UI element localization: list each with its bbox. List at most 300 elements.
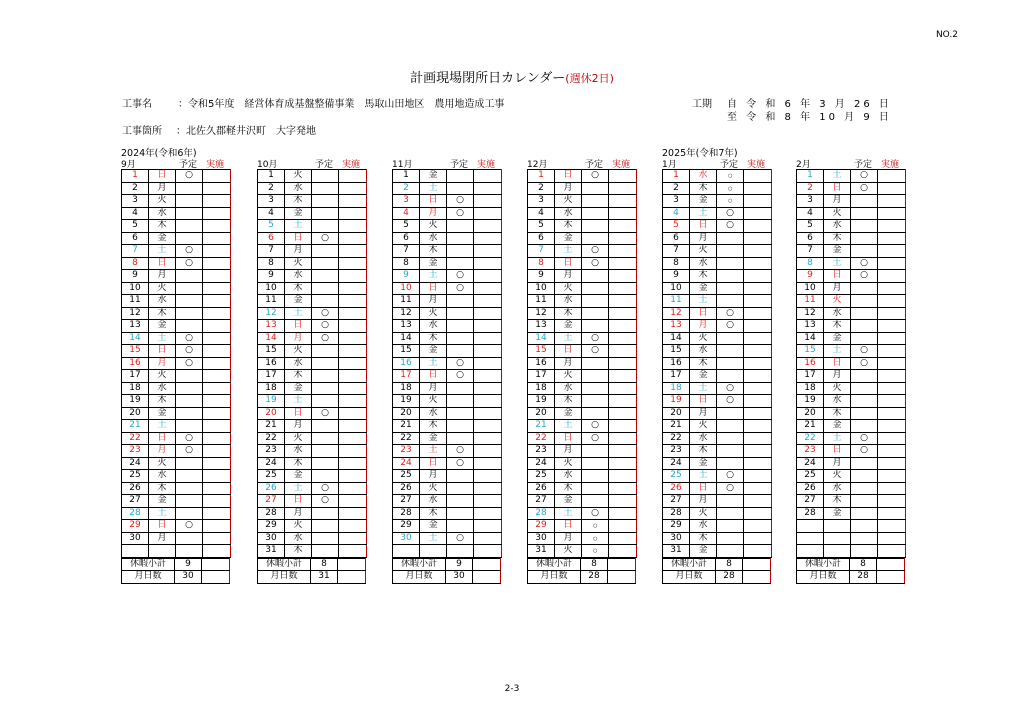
actual-closure-cell[interactable] [339,220,367,233]
planned-closure-cell[interactable]: ○ [717,307,744,320]
actual-closure-cell[interactable] [339,532,367,545]
actual-closure-cell[interactable] [878,445,906,458]
planned-closure-cell[interactable] [447,307,474,320]
planned-closure-cell[interactable] [851,420,878,433]
planned-closure-cell[interactable]: ○ [717,395,744,408]
actual-closure-cell[interactable] [744,270,772,283]
planned-closure-cell[interactable] [176,470,203,483]
planned-closure-cell[interactable] [582,270,609,283]
planned-closure-cell[interactable] [582,282,609,295]
summary-actual-cell[interactable] [608,558,636,571]
actual-closure-cell[interactable] [474,395,502,408]
planned-closure-cell[interactable] [312,295,339,308]
planned-closure-cell[interactable] [447,345,474,358]
planned-closure-cell[interactable]: ○ [447,370,474,383]
planned-closure-cell[interactable] [447,495,474,508]
actual-closure-cell[interactable] [609,482,637,495]
actual-closure-cell[interactable] [203,245,231,258]
planned-closure-cell[interactable] [582,520,609,533]
planned-closure-cell[interactable] [851,470,878,483]
actual-closure-cell[interactable] [744,382,772,395]
actual-closure-cell[interactable] [474,307,502,320]
planned-closure-cell[interactable]: ○ [447,282,474,295]
actual-closure-cell[interactable] [878,170,906,183]
actual-closure-cell[interactable] [474,220,502,233]
actual-closure-cell[interactable] [744,220,772,233]
planned-closure-cell[interactable] [312,170,339,183]
actual-closure-cell[interactable] [474,520,502,533]
actual-closure-cell[interactable] [339,457,367,470]
actual-closure-cell[interactable] [744,520,772,533]
planned-closure-cell[interactable] [447,470,474,483]
actual-closure-cell[interactable] [474,420,502,433]
actual-closure-cell[interactable] [744,395,772,408]
actual-closure-cell[interactable] [339,182,367,195]
planned-closure-cell[interactable] [582,320,609,333]
planned-closure-cell[interactable]: ○ [312,495,339,508]
actual-closure-cell[interactable] [339,407,367,420]
planned-closure-cell[interactable] [176,295,203,308]
actual-closure-cell[interactable] [203,445,231,458]
actual-closure-cell[interactable] [474,532,502,545]
planned-closure-cell[interactable] [312,357,339,370]
planned-closure-cell[interactable] [851,295,878,308]
actual-closure-cell[interactable] [878,382,906,395]
actual-closure-cell[interactable] [203,320,231,333]
actual-closure-cell[interactable] [474,545,502,558]
planned-closure-cell[interactable]: ○ [582,507,609,520]
planned-closure-cell[interactable] [851,207,878,220]
planned-closure-cell[interactable] [312,195,339,208]
actual-closure-cell[interactable] [609,470,637,483]
actual-closure-cell[interactable] [744,345,772,358]
actual-closure-cell[interactable] [339,332,367,345]
planned-closure-cell[interactable]: ○ [582,432,609,445]
planned-closure-cell[interactable]: ○ [312,407,339,420]
planned-closure-cell[interactable] [176,232,203,245]
summary-actual-cell[interactable] [338,571,366,584]
actual-closure-cell[interactable] [744,195,772,208]
planned-closure-cell[interactable] [447,407,474,420]
actual-closure-cell[interactable] [609,320,637,333]
planned-closure-cell[interactable] [312,445,339,458]
planned-closure-cell[interactable] [176,395,203,408]
planned-closure-cell[interactable] [582,370,609,383]
actual-closure-cell[interactable] [609,495,637,508]
actual-closure-cell[interactable] [744,245,772,258]
actual-closure-cell[interactable] [339,170,367,183]
actual-closure-cell[interactable] [203,357,231,370]
planned-closure-cell[interactable] [312,532,339,545]
planned-closure-cell[interactable]: ○ [447,270,474,283]
actual-closure-cell[interactable] [339,520,367,533]
planned-closure-cell[interactable]: ○ [312,232,339,245]
planned-closure-cell[interactable] [312,270,339,283]
planned-closure-cell[interactable]: ○ [717,320,744,333]
actual-closure-cell[interactable] [609,545,637,558]
planned-closure-cell[interactable] [447,295,474,308]
planned-closure-cell[interactable]: ○ [582,332,609,345]
actual-closure-cell[interactable] [203,232,231,245]
planned-closure-cell[interactable] [717,345,744,358]
actual-closure-cell[interactable] [878,407,906,420]
actual-closure-cell[interactable] [609,295,637,308]
actual-closure-cell[interactable] [339,245,367,258]
actual-closure-cell[interactable] [203,520,231,533]
planned-closure-cell[interactable]: ○ [851,182,878,195]
actual-closure-cell[interactable] [339,420,367,433]
actual-closure-cell[interactable] [878,245,906,258]
actual-closure-cell[interactable] [339,382,367,395]
planned-closure-cell[interactable] [312,395,339,408]
planned-closure-cell[interactable]: ○ [582,170,609,183]
actual-closure-cell[interactable] [474,245,502,258]
planned-closure-cell[interactable] [851,407,878,420]
planned-closure-cell[interactable] [312,207,339,220]
planned-closure-cell[interactable] [176,195,203,208]
actual-closure-cell[interactable] [474,445,502,458]
actual-closure-cell[interactable] [878,182,906,195]
actual-closure-cell[interactable] [744,470,772,483]
actual-closure-cell[interactable] [474,432,502,445]
planned-closure-cell[interactable]: ○ [851,445,878,458]
planned-closure-cell[interactable] [851,307,878,320]
planned-closure-cell[interactable] [582,182,609,195]
actual-closure-cell[interactable] [609,232,637,245]
actual-closure-cell[interactable] [744,545,772,558]
planned-closure-cell[interactable] [717,282,744,295]
planned-closure-cell[interactable] [447,170,474,183]
planned-closure-cell[interactable] [717,232,744,245]
planned-closure-cell[interactable] [717,532,744,545]
planned-closure-cell[interactable] [447,545,474,558]
actual-closure-cell[interactable] [878,370,906,383]
actual-closure-cell[interactable] [878,470,906,483]
actual-closure-cell[interactable] [744,495,772,508]
actual-closure-cell[interactable] [609,370,637,383]
planned-closure-cell[interactable]: ○ [717,207,744,220]
actual-closure-cell[interactable] [203,295,231,308]
actual-closure-cell[interactable] [339,545,367,558]
actual-closure-cell[interactable] [339,470,367,483]
actual-closure-cell[interactable] [609,445,637,458]
actual-closure-cell[interactable] [474,170,502,183]
planned-closure-cell[interactable] [582,382,609,395]
planned-closure-cell[interactable] [312,245,339,258]
actual-closure-cell[interactable] [609,207,637,220]
actual-closure-cell[interactable] [474,182,502,195]
planned-closure-cell[interactable] [312,420,339,433]
planned-closure-cell[interactable]: ○ [851,270,878,283]
planned-closure-cell[interactable] [582,357,609,370]
actual-closure-cell[interactable] [609,332,637,345]
actual-closure-cell[interactable] [878,282,906,295]
planned-closure-cell[interactable] [851,282,878,295]
summary-actual-cell[interactable] [473,571,501,584]
actual-closure-cell[interactable] [744,507,772,520]
actual-closure-cell[interactable] [474,495,502,508]
planned-closure-cell[interactable] [717,545,744,558]
planned-closure-cell[interactable]: ○ [582,257,609,270]
actual-closure-cell[interactable] [474,507,502,520]
actual-closure-cell[interactable] [474,195,502,208]
planned-closure-cell[interactable] [582,470,609,483]
planned-closure-cell[interactable] [447,420,474,433]
actual-closure-cell[interactable] [203,532,231,545]
actual-closure-cell[interactable] [339,370,367,383]
actual-closure-cell[interactable] [474,295,502,308]
planned-closure-cell[interactable] [447,220,474,233]
actual-closure-cell[interactable] [339,207,367,220]
actual-closure-cell[interactable] [203,545,231,558]
actual-closure-cell[interactable] [878,295,906,308]
planned-closure-cell[interactable]: ○ [176,445,203,458]
actual-closure-cell[interactable] [203,407,231,420]
actual-closure-cell[interactable] [339,232,367,245]
planned-closure-cell[interactable] [582,407,609,420]
actual-closure-cell[interactable] [609,457,637,470]
planned-closure-cell[interactable] [851,457,878,470]
actual-closure-cell[interactable] [339,195,367,208]
planned-closure-cell[interactable] [447,382,474,395]
planned-closure-cell[interactable]: ○ [582,345,609,358]
planned-closure-cell[interactable]: ○ [851,357,878,370]
actual-closure-cell[interactable] [203,495,231,508]
planned-closure-cell[interactable] [176,220,203,233]
actual-closure-cell[interactable] [744,170,772,183]
planned-closure-cell[interactable] [176,182,203,195]
actual-closure-cell[interactable] [878,545,906,558]
planned-closure-cell[interactable] [582,195,609,208]
planned-closure-cell[interactable] [447,182,474,195]
actual-closure-cell[interactable] [609,195,637,208]
actual-closure-cell[interactable] [339,432,367,445]
actual-closure-cell[interactable] [474,345,502,358]
actual-closure-cell[interactable] [203,457,231,470]
planned-closure-cell[interactable]: ○ [176,332,203,345]
planned-closure-cell[interactable] [717,257,744,270]
actual-closure-cell[interactable] [474,407,502,420]
actual-closure-cell[interactable] [203,257,231,270]
actual-closure-cell[interactable] [474,457,502,470]
planned-closure-cell[interactable] [851,520,878,533]
actual-closure-cell[interactable] [203,470,231,483]
planned-closure-cell[interactable]: ○ [176,432,203,445]
planned-closure-cell[interactable] [717,270,744,283]
planned-closure-cell[interactable] [447,320,474,333]
actual-closure-cell[interactable] [203,382,231,395]
actual-closure-cell[interactable] [339,495,367,508]
planned-closure-cell[interactable] [851,482,878,495]
actual-closure-cell[interactable] [609,282,637,295]
actual-closure-cell[interactable] [878,257,906,270]
planned-closure-cell[interactable] [176,207,203,220]
planned-closure-cell[interactable] [582,532,609,545]
actual-closure-cell[interactable] [609,257,637,270]
planned-closure-cell[interactable] [851,195,878,208]
planned-closure-cell[interactable] [312,470,339,483]
actual-closure-cell[interactable] [744,432,772,445]
actual-closure-cell[interactable] [203,332,231,345]
actual-closure-cell[interactable] [609,345,637,358]
actual-closure-cell[interactable] [609,420,637,433]
planned-closure-cell[interactable]: ○ [176,257,203,270]
planned-closure-cell[interactable] [447,482,474,495]
actual-closure-cell[interactable] [203,307,231,320]
actual-closure-cell[interactable] [203,270,231,283]
actual-closure-cell[interactable] [339,507,367,520]
planned-closure-cell[interactable] [447,245,474,258]
actual-closure-cell[interactable] [878,345,906,358]
actual-closure-cell[interactable] [609,182,637,195]
actual-closure-cell[interactable] [878,395,906,408]
actual-closure-cell[interactable] [878,320,906,333]
actual-closure-cell[interactable] [744,282,772,295]
planned-closure-cell[interactable] [582,220,609,233]
actual-closure-cell[interactable] [203,370,231,383]
actual-closure-cell[interactable] [474,282,502,295]
planned-closure-cell[interactable]: ○ [447,445,474,458]
actual-closure-cell[interactable] [744,445,772,458]
planned-closure-cell[interactable] [447,507,474,520]
planned-closure-cell[interactable] [176,307,203,320]
planned-closure-cell[interactable]: ○ [312,332,339,345]
actual-closure-cell[interactable] [203,170,231,183]
actual-closure-cell[interactable] [203,420,231,433]
actual-closure-cell[interactable] [339,395,367,408]
planned-closure-cell[interactable] [717,370,744,383]
actual-closure-cell[interactable] [744,295,772,308]
actual-closure-cell[interactable] [203,432,231,445]
planned-closure-cell[interactable] [312,457,339,470]
actual-closure-cell[interactable] [339,282,367,295]
planned-closure-cell[interactable]: ○ [717,482,744,495]
planned-closure-cell[interactable] [717,295,744,308]
actual-closure-cell[interactable] [474,370,502,383]
planned-closure-cell[interactable] [176,282,203,295]
actual-closure-cell[interactable] [339,270,367,283]
actual-closure-cell[interactable] [203,482,231,495]
actual-closure-cell[interactable] [339,345,367,358]
actual-closure-cell[interactable] [609,407,637,420]
actual-closure-cell[interactable] [878,457,906,470]
actual-closure-cell[interactable] [339,307,367,320]
actual-closure-cell[interactable] [744,420,772,433]
actual-closure-cell[interactable] [878,332,906,345]
actual-closure-cell[interactable] [609,307,637,320]
planned-closure-cell[interactable] [582,495,609,508]
planned-closure-cell[interactable] [176,482,203,495]
actual-closure-cell[interactable] [609,532,637,545]
planned-closure-cell[interactable]: ○ [312,482,339,495]
summary-actual-cell[interactable] [743,571,771,584]
planned-closure-cell[interactable] [582,445,609,458]
actual-closure-cell[interactable] [744,207,772,220]
planned-closure-cell[interactable] [717,182,744,195]
planned-closure-cell[interactable]: ○ [176,345,203,358]
planned-closure-cell[interactable] [717,245,744,258]
actual-closure-cell[interactable] [609,357,637,370]
actual-closure-cell[interactable] [203,395,231,408]
planned-closure-cell[interactable] [717,520,744,533]
planned-closure-cell[interactable] [717,432,744,445]
planned-closure-cell[interactable]: ○ [582,245,609,258]
actual-closure-cell[interactable] [203,182,231,195]
planned-closure-cell[interactable] [717,407,744,420]
planned-closure-cell[interactable] [582,457,609,470]
actual-closure-cell[interactable] [744,532,772,545]
planned-closure-cell[interactable] [717,420,744,433]
planned-closure-cell[interactable] [851,545,878,558]
planned-closure-cell[interactable] [582,295,609,308]
planned-closure-cell[interactable]: ○ [582,420,609,433]
planned-closure-cell[interactable] [176,270,203,283]
actual-closure-cell[interactable] [609,270,637,283]
planned-closure-cell[interactable] [447,232,474,245]
actual-closure-cell[interactable] [339,357,367,370]
planned-closure-cell[interactable] [851,395,878,408]
actual-closure-cell[interactable] [878,357,906,370]
planned-closure-cell[interactable] [312,507,339,520]
planned-closure-cell[interactable] [851,532,878,545]
actual-closure-cell[interactable] [474,332,502,345]
actual-closure-cell[interactable] [339,257,367,270]
actual-closure-cell[interactable] [744,457,772,470]
summary-actual-cell[interactable] [877,571,905,584]
planned-closure-cell[interactable] [312,282,339,295]
actual-closure-cell[interactable] [878,195,906,208]
actual-closure-cell[interactable] [339,320,367,333]
planned-closure-cell[interactable] [176,382,203,395]
summary-actual-cell[interactable] [202,558,230,571]
planned-closure-cell[interactable] [176,420,203,433]
planned-closure-cell[interactable] [851,382,878,395]
actual-closure-cell[interactable] [744,320,772,333]
planned-closure-cell[interactable] [176,532,203,545]
actual-closure-cell[interactable] [878,270,906,283]
summary-actual-cell[interactable] [877,558,905,571]
actual-closure-cell[interactable] [744,332,772,345]
actual-closure-cell[interactable] [609,245,637,258]
planned-closure-cell[interactable] [312,382,339,395]
planned-closure-cell[interactable] [717,170,744,183]
actual-closure-cell[interactable] [609,507,637,520]
planned-closure-cell[interactable] [582,482,609,495]
planned-closure-cell[interactable] [582,207,609,220]
planned-closure-cell[interactable]: ○ [176,170,203,183]
actual-closure-cell[interactable] [474,357,502,370]
planned-closure-cell[interactable] [447,332,474,345]
planned-closure-cell[interactable] [312,220,339,233]
actual-closure-cell[interactable] [474,382,502,395]
actual-closure-cell[interactable] [744,357,772,370]
actual-closure-cell[interactable] [878,420,906,433]
planned-closure-cell[interactable] [717,495,744,508]
actual-closure-cell[interactable] [609,170,637,183]
planned-closure-cell[interactable] [176,507,203,520]
planned-closure-cell[interactable]: ○ [447,207,474,220]
planned-closure-cell[interactable] [447,432,474,445]
planned-closure-cell[interactable]: ○ [447,532,474,545]
planned-closure-cell[interactable]: ○ [312,320,339,333]
planned-closure-cell[interactable] [176,545,203,558]
planned-closure-cell[interactable] [851,232,878,245]
actual-closure-cell[interactable] [744,182,772,195]
planned-closure-cell[interactable]: ○ [176,357,203,370]
actual-closure-cell[interactable] [339,482,367,495]
planned-closure-cell[interactable] [851,245,878,258]
planned-closure-cell[interactable] [717,507,744,520]
